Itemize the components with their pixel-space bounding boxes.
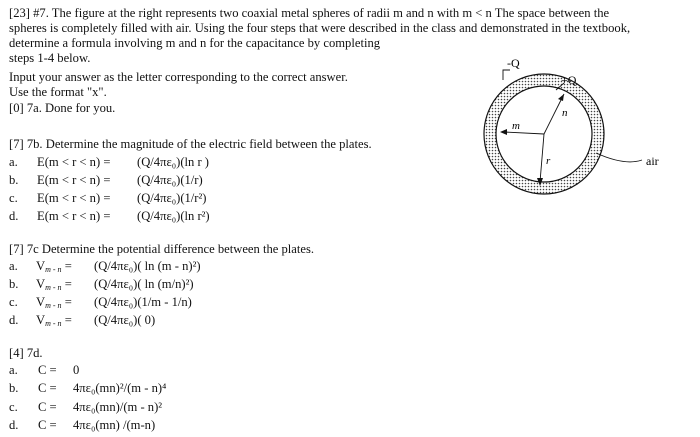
option-value: (Q/4πε₀)(1/r²) <box>137 191 207 205</box>
problem-line-3: determine a formula involving m and n for the capacitance by completing <box>9 36 381 50</box>
problem-line-6: Use the format "x". <box>9 85 107 99</box>
capacitance-label: C = <box>38 418 57 432</box>
air-label: air <box>646 154 659 168</box>
option-expression: E(m < r < n) = <box>37 173 111 187</box>
voltage-label: $V_{m - n}$ = <box>36 277 72 292</box>
inner-charge-label: +Q <box>561 73 577 87</box>
option-letter: b. <box>9 173 19 187</box>
voltage-label: $V_{m - n}$ = <box>36 313 72 328</box>
option-letter: a. <box>9 155 18 169</box>
outer-charge-pointer <box>503 70 510 80</box>
option-value: (Q/4πε₀)(ln r²) <box>137 209 210 223</box>
capacitance-label: C = <box>38 400 57 414</box>
option-value: 4πε₀(mn)²/(m - n)⁴ <box>73 381 167 395</box>
option-value: 4πε₀(mn)/(m - n)² <box>73 400 163 414</box>
option-value: 0 <box>73 363 80 377</box>
option-value: (Q/4πε₀)(1/m - 1/n) <box>94 295 192 309</box>
radius-m-label: m <box>512 120 520 132</box>
problem-line-2: spheres is completely filled with air. Using the four steps that were described in the class and demonstrated in the textbook, <box>9 21 631 35</box>
option-expression: E(m < r < n) = <box>37 209 111 223</box>
option-letter: c. <box>9 191 18 205</box>
option-letter: a. <box>9 363 18 377</box>
air-pointer <box>596 153 642 162</box>
option-value: (Q/4πε₀)( ln (m/n)²) <box>94 277 194 291</box>
radius-n-label: n <box>562 107 568 119</box>
option-value: (Q/4πε₀)(ln r ) <box>137 155 209 169</box>
part-d-question: [4] 7d. <box>9 346 43 360</box>
problem-line-5: Input your answer as the letter corresponding to the correct answer. <box>9 70 348 84</box>
part-a-line: [0] 7a. Done for you. <box>9 101 116 115</box>
part-c-question: [7] 7c Determine the potential difference between the plates. <box>9 242 315 256</box>
option-expression: E(m < r < n) = <box>37 191 111 205</box>
part-b-question: [7] 7b. Determine the magnitude of the electric field between the plates. <box>9 137 372 151</box>
voltage-label: $V_{m - n}$ = <box>36 259 72 274</box>
outer-charge-label: -Q <box>507 56 520 70</box>
problem-line-1: [23] #7. The figure at the right represents two coaxial metal spheres of radii m and n with m < n The space between the <box>9 6 610 20</box>
option-expression: E(m < r < n) = <box>37 155 111 169</box>
option-letter: a. <box>9 259 18 273</box>
option-letter: b. <box>9 381 19 395</box>
option-letter: d. <box>9 313 19 327</box>
capacitance-label: C = <box>38 381 57 395</box>
radius-r-label: r <box>546 155 551 167</box>
option-value: (Q/4πε₀)( 0) <box>94 313 156 327</box>
option-value: (Q/4πε₀)( ln (m - n)²) <box>94 259 201 273</box>
voltage-label: $V_{m - n}$ = <box>36 295 72 310</box>
option-letter: c. <box>9 400 18 414</box>
option-letter: d. <box>9 209 19 223</box>
option-letter: d. <box>9 418 19 432</box>
coaxial-spheres-figure <box>470 50 700 205</box>
option-letter: b. <box>9 277 19 291</box>
problem-line-4: steps 1-4 below. <box>9 51 91 65</box>
option-letter: c. <box>9 295 18 309</box>
option-value: (Q/4πε₀)(1/r) <box>137 173 203 187</box>
option-value: 4πε₀(mn) /(m-n) <box>73 418 156 432</box>
capacitance-label: C = <box>38 363 57 377</box>
